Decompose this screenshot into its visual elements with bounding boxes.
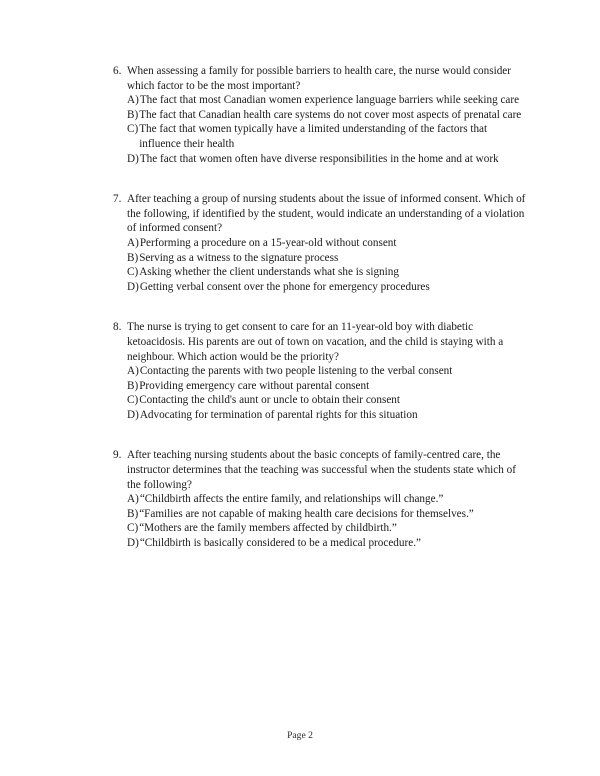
answer-option[interactable] xyxy=(111,122,531,151)
option-text: The fact that women typically have a limited understanding of the factors that influence their health xyxy=(139,123,488,150)
option-text: Performing a procedure on a 15-year-old without consent xyxy=(139,236,397,249)
answer-option[interactable] xyxy=(111,408,531,423)
option-letter: B) xyxy=(127,379,139,392)
option-letter: C) xyxy=(127,394,139,407)
answer-option[interactable] xyxy=(111,93,531,108)
question-block xyxy=(111,320,531,422)
option-text: The fact that women often have diverse responsibilities in the home and at work xyxy=(139,152,499,165)
option-letter: A) xyxy=(127,493,139,506)
answer-option[interactable] xyxy=(111,521,531,536)
question-stem xyxy=(111,64,531,93)
question-stem xyxy=(111,448,531,492)
option-letter: D) xyxy=(127,152,139,165)
question-list xyxy=(111,64,531,551)
option-letter: D) xyxy=(127,408,139,421)
answer-option[interactable] xyxy=(111,280,531,295)
option-letter: B) xyxy=(127,108,139,121)
answer-options xyxy=(111,93,531,166)
answer-option[interactable] xyxy=(111,236,531,251)
option-letter: D) xyxy=(127,537,139,550)
option-text: Contacting the child's aunt or uncle to obtain their consent xyxy=(139,394,401,407)
option-text: Getting verbal consent over the phone for emergency procedures xyxy=(139,280,430,293)
question-number: 9. xyxy=(113,449,122,462)
answer-option[interactable] xyxy=(111,251,531,266)
option-letter: C) xyxy=(127,522,139,535)
answer-option[interactable] xyxy=(111,536,531,551)
option-letter: C) xyxy=(127,123,139,136)
answer-option[interactable] xyxy=(111,492,531,507)
question-block xyxy=(111,64,531,166)
question-number: 7. xyxy=(113,193,122,206)
option-letter: A) xyxy=(127,365,139,378)
question-text: The nurse is trying to get consent to care for an 11-year-old boy with diabetic ketoacidosis. His parents are out of town on vacation, and the child is staying with a neighbour. Which action would be the priority? xyxy=(127,321,504,363)
question-number: 6. xyxy=(113,65,122,77)
option-letter: C) xyxy=(127,266,139,279)
answer-option[interactable] xyxy=(111,152,531,167)
question-number: 8. xyxy=(113,321,122,334)
option-letter: D) xyxy=(127,280,139,293)
answer-option[interactable] xyxy=(111,108,531,123)
answer-option[interactable] xyxy=(111,379,531,394)
page-number-label: Page 2 xyxy=(287,730,313,741)
option-letter: B) xyxy=(127,251,139,264)
answer-options xyxy=(111,492,531,550)
option-letter: B) xyxy=(127,507,139,520)
question-stem xyxy=(111,192,531,236)
option-text: Providing emergency care without parental consent xyxy=(139,379,370,392)
option-text: Asking whether the client understands what she is signing xyxy=(139,266,399,279)
answer-option[interactable] xyxy=(111,364,531,379)
question-text: When assessing a family for possible barriers to health care, the nurse would consider which factor to be the most important? xyxy=(127,65,511,92)
answer-option[interactable] xyxy=(111,265,531,280)
option-text: Contacting the parents with two people listening to the verbal consent xyxy=(139,365,453,378)
question-block xyxy=(111,448,531,550)
question-block xyxy=(111,192,531,294)
option-text: Advocating for termination of parental rights for this situation xyxy=(139,408,418,421)
option-text: Serving as a witness to the signature process xyxy=(139,251,339,264)
answer-options xyxy=(111,364,531,422)
page-footer xyxy=(0,730,600,742)
option-text: “Childbirth is basically considered to be a medical procedure.” xyxy=(139,537,421,550)
answer-option[interactable] xyxy=(111,507,531,522)
answer-options xyxy=(111,236,531,294)
question-text: After teaching nursing students about the basic concepts of family-centred care, the instructor determines that the teaching was successful when the students state which of the following? xyxy=(127,449,516,491)
option-text: The fact that most Canadian women experience language barriers while seeking care xyxy=(139,94,520,107)
option-text: “Mothers are the family members affected by childbirth.” xyxy=(139,522,397,535)
answer-option[interactable] xyxy=(111,393,531,408)
option-letter: A) xyxy=(127,236,139,249)
option-text: The fact that Canadian health care systems do not cover most aspects of prenatal care xyxy=(139,108,522,121)
option-letter: A) xyxy=(127,94,139,107)
option-text: “Childbirth affects the entire family, and relationships will change.” xyxy=(139,493,444,506)
option-text: “Families are not capable of making health care decisions for themselves.” xyxy=(139,507,474,520)
question-text: After teaching a group of nursing students about the issue of informed consent. Which of the following, if identified by the student, would indicate an understanding of a violation of informed consent? xyxy=(127,193,526,235)
question-stem xyxy=(111,320,531,364)
